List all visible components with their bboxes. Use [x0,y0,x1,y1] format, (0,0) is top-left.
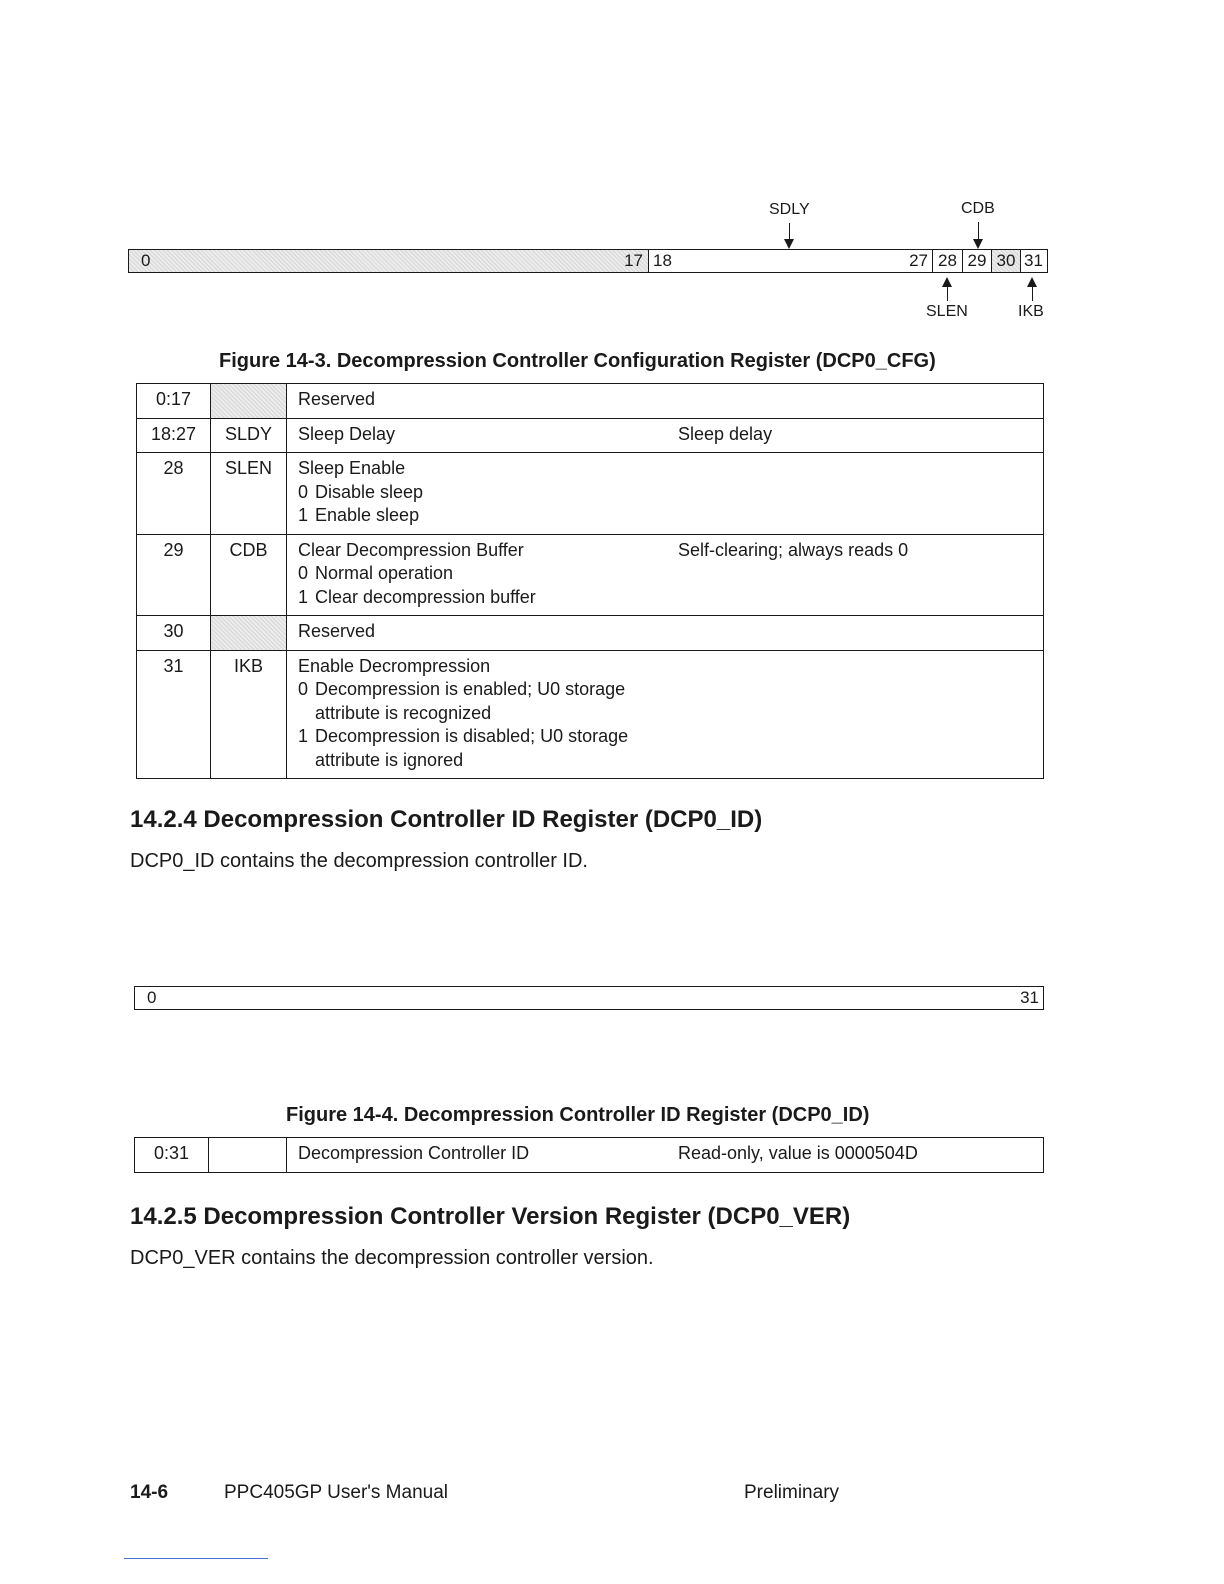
description-note [678,388,1043,412]
reserved-bits-0-17 [129,250,648,272]
option-value: 0 [298,481,309,502]
section-14-2-4-heading: 14.2.4 Decompression Controller ID Register (DCP0_ID) [130,806,763,833]
cdb-field-label: CDB [961,200,995,217]
description-cell [287,384,1044,419]
slen-arrow-stem [947,286,948,301]
option-text: Decompression is disabled; U0 storage [315,726,629,746]
description-cell [287,650,1044,779]
dcp0-cfg-bar [128,249,1048,273]
ikb-field-label: IKB [1018,303,1044,320]
table-row [135,1138,1044,1173]
footer-link-underline [124,1558,268,1559]
description-note [678,655,1043,773]
cdb-arrow-down-icon [973,239,983,249]
section-14-2-5-heading: 14.2.5 Decompression Controller Version Register (DCP0_VER) [130,1203,851,1230]
option-item [298,481,678,505]
bits-cell: 31 [137,650,211,779]
option-text-continued: attribute is ignored [315,749,464,770]
dcp0-id-field-table [134,1137,1044,1173]
field-name-cell: SLDY [211,418,287,453]
bit-label-0: 0 [141,251,151,270]
bit-label-30: 30 [996,251,1016,270]
ikb-arrow-stem [1032,286,1033,301]
description-note [678,620,1043,644]
table-row [137,650,1044,779]
bits-cell: 28 [137,453,211,535]
id-bit-label-0: 0 [147,988,157,1007]
option-value: 0 [298,679,309,699]
description-note: Read-only, value is 0000504D [678,1143,918,1163]
option-text: Clear decompression buffer [315,586,536,607]
bits-cell: 30 [137,616,211,651]
description-cell [287,453,1044,535]
option-value: 0 [298,563,309,583]
bit-label-17: 17 [624,251,643,270]
description-title: Clear Decompression Buffer [298,539,524,560]
cdb-bit-29 [963,250,991,272]
bit-label-28: 28 [938,251,957,270]
slen-field-label: SLEN [926,303,968,320]
dcp0-id-bar [134,986,1044,1010]
id-bit-label-31: 31 [1020,988,1039,1007]
table-row [137,534,1044,616]
description-title: Sleep Delay [298,423,396,444]
option-text: Disable sleep [315,481,424,502]
description-title: Sleep Enable [298,458,406,478]
table-row [137,453,1044,535]
reserved-name-cell [211,384,287,419]
option-item [298,678,678,725]
option-item [298,562,678,586]
footer-manual-title: PPC405GP User's Manual [224,1482,448,1503]
slen-bit-28 [933,250,962,272]
option-item [298,586,678,610]
sldy-bits-18-27 [649,250,932,272]
option-item [298,725,678,772]
description-title: Decompression Controller ID [298,1143,530,1163]
sdly-arrow-stem [789,223,790,239]
bit-label-31: 31 [1024,251,1043,270]
table-row [137,384,1044,419]
option-text: Enable sleep [315,505,420,525]
field-name-cell: IKB [211,650,287,779]
bit-label-27: 27 [909,251,928,270]
footer-status: Preliminary [744,1482,840,1503]
option-text: Normal operation [315,563,454,583]
dcp0-cfg-field-table [136,383,1044,779]
field-name-cell: SLEN [211,453,287,535]
description-cell [287,616,1044,651]
field-name-cell [209,1138,287,1173]
option-value: 1 [298,505,309,525]
bit-label-18: 18 [653,251,672,270]
description-cell [287,418,1044,453]
table-row [137,616,1044,651]
bit-label-29: 29 [967,251,987,270]
sdly-arrow-down-icon [784,239,794,249]
figure-14-3-caption: Figure 14-3. Decompression Controller Configuration Register (DCP0_CFG) [219,350,936,372]
reserved-name-cell [211,616,287,651]
ikb-bit-31 [1021,250,1046,272]
section-14-2-5-body: DCP0_VER contains the decompression controller version. [130,1247,654,1269]
description-title: Reserved [298,389,376,409]
option-value: 1 [298,726,309,746]
footer-page-number: 14-6 [130,1482,169,1503]
cdb-arrow-stem [978,222,979,239]
option-item [298,504,678,528]
description-title: Enable Decrompression [298,655,491,676]
figure-14-4-caption: Figure 14-4. Decompression Controller ID Register (DCP0_ID) [286,1104,870,1126]
field-name-cell: CDB [211,534,287,616]
description-cell [287,534,1044,616]
description-cell [287,1138,1044,1173]
option-value: 1 [298,586,309,607]
reserved-bit-30 [992,250,1020,272]
bits-cell: 18:27 [137,418,211,453]
bits-cell: 29 [137,534,211,616]
section-14-2-4-body: DCP0_ID contains the decompression controller ID. [130,850,588,872]
description-note: Self-clearing; always reads 0 [678,539,909,560]
description-note: Sleep delay [678,423,773,444]
bits-cell: 0:31 [135,1138,209,1173]
description-title: Reserved [298,621,376,641]
table-row [137,418,1044,453]
sdly-field-label: SDLY [769,201,810,218]
option-text-continued: attribute is recognized [315,702,492,723]
bits-cell: 0:17 [137,384,211,419]
description-note [678,457,1043,528]
option-text: Decompression is enabled; U0 storage [315,679,626,699]
